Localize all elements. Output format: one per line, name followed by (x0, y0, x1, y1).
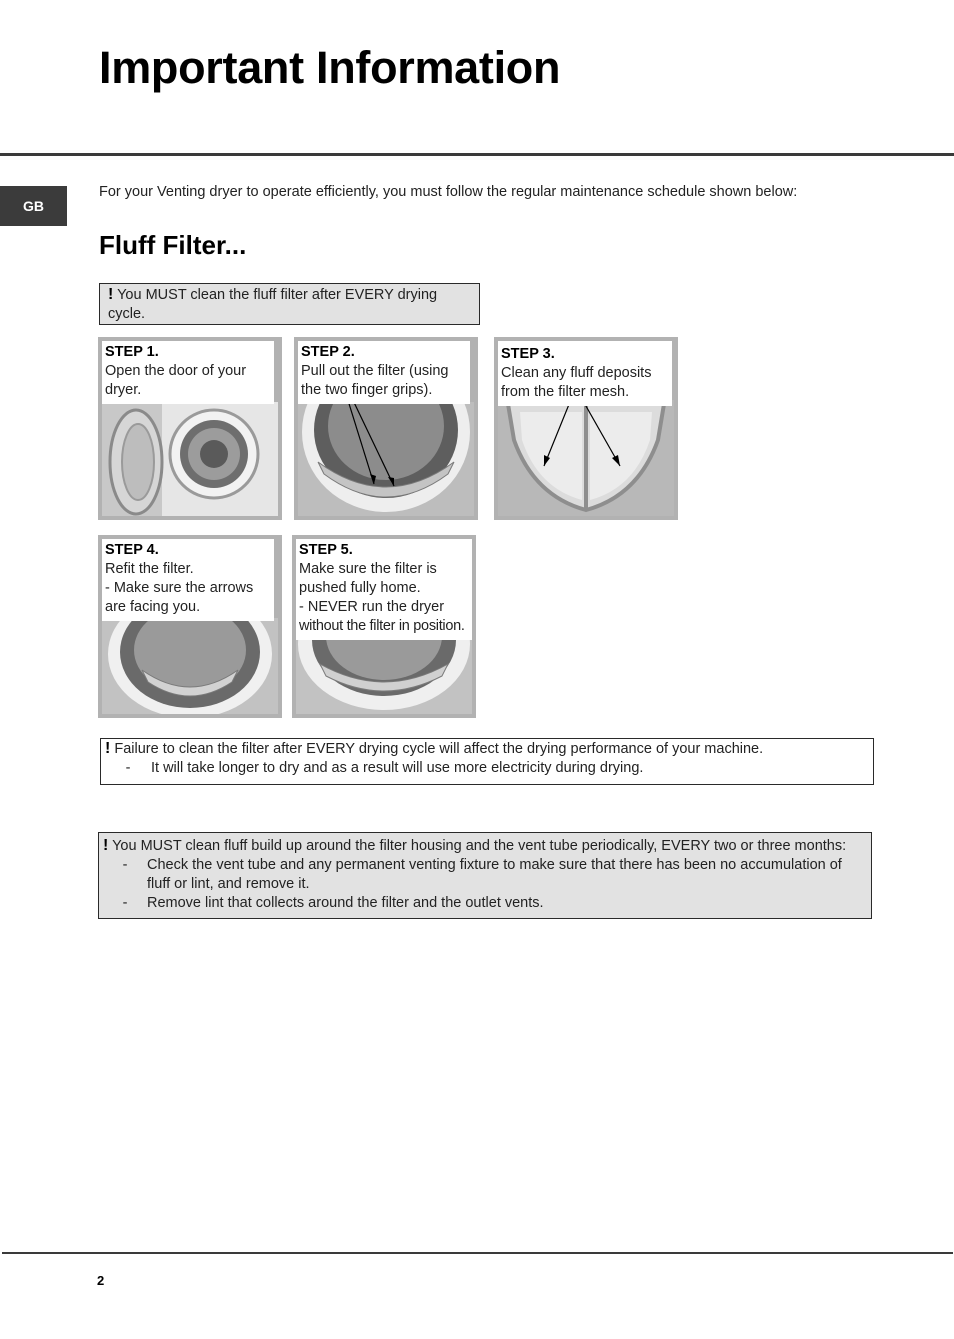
step-label: STEP 5. (299, 542, 353, 558)
step-4-card (98, 535, 282, 718)
step-text: - NEVER run the dryer (299, 599, 445, 615)
page-number: 2 (97, 1273, 105, 1288)
filter-mesh-icon (498, 400, 674, 516)
warning-mark: ! (108, 286, 114, 303)
step-5-caption (296, 539, 472, 640)
warning-mark: ! (103, 837, 109, 854)
step-4-caption (102, 539, 274, 621)
warning-box-vent-maintenance (98, 832, 872, 919)
warning-text: You MUST clean fluff build up around the filter housing and the vent tube periodically, EVERY two or three months: (108, 838, 847, 854)
step-text: Pull out the filter (using the two finger grips). (301, 363, 449, 398)
step-2-card (294, 337, 478, 520)
drum-filter-icon (298, 402, 474, 516)
footer-divider (2, 1252, 953, 1254)
header-divider (0, 153, 954, 156)
step-text: Clean any fluff deposits from the filter mesh. (501, 365, 652, 400)
warning-text: Failure to clean the filter after EVERY drying cycle will affect the drying performance of your machine. (110, 741, 764, 757)
step-text: - Make sure the arrows are facing you. (105, 580, 254, 615)
step-5-card (292, 535, 476, 718)
warning-box-performance (100, 738, 874, 785)
open-door-icon (102, 402, 278, 516)
step-text: Make sure the filter is pushed fully home. (299, 561, 437, 596)
step-1-caption (102, 341, 274, 404)
step-1-card (98, 337, 282, 520)
intro-text: For your Venting dryer to operate efficiently, you must follow the regular maintenance schedule shown below: (99, 184, 798, 200)
page-title: Important Information (99, 42, 561, 93)
step-3-card (494, 337, 678, 520)
warning-text: You MUST clean the fluff filter after EVERY drying cycle. (108, 287, 438, 322)
language-tab: GB (0, 186, 67, 226)
step-label: STEP 4. (105, 542, 159, 558)
step-label: STEP 2. (301, 344, 355, 360)
drum-icon (102, 618, 278, 714)
step-text: Open the door of your dryer. (105, 363, 247, 398)
warning-box-clean-filter (99, 283, 480, 325)
warning-mark: ! (105, 740, 111, 757)
step-text: without the filter in position. (299, 618, 465, 634)
step-2-caption (298, 341, 470, 404)
list-item: - It will take longer to dry and as a result will use more electricity during drying. (125, 760, 644, 776)
list-item: - Check the vent tube and any permanent venting fixture to make sure that there has been no accumulation of fluff or lint, and remove it. (122, 857, 842, 892)
list-item: - Remove lint that collects around the filter and the outlet vents. (122, 895, 544, 911)
step-label: STEP 3. (501, 346, 555, 362)
step-text: Refit the filter. (105, 561, 194, 577)
drum-icon (296, 634, 472, 714)
step-label: STEP 1. (105, 344, 159, 360)
step-3-caption (498, 341, 672, 406)
section-title: Fluff Filter... (99, 230, 247, 260)
